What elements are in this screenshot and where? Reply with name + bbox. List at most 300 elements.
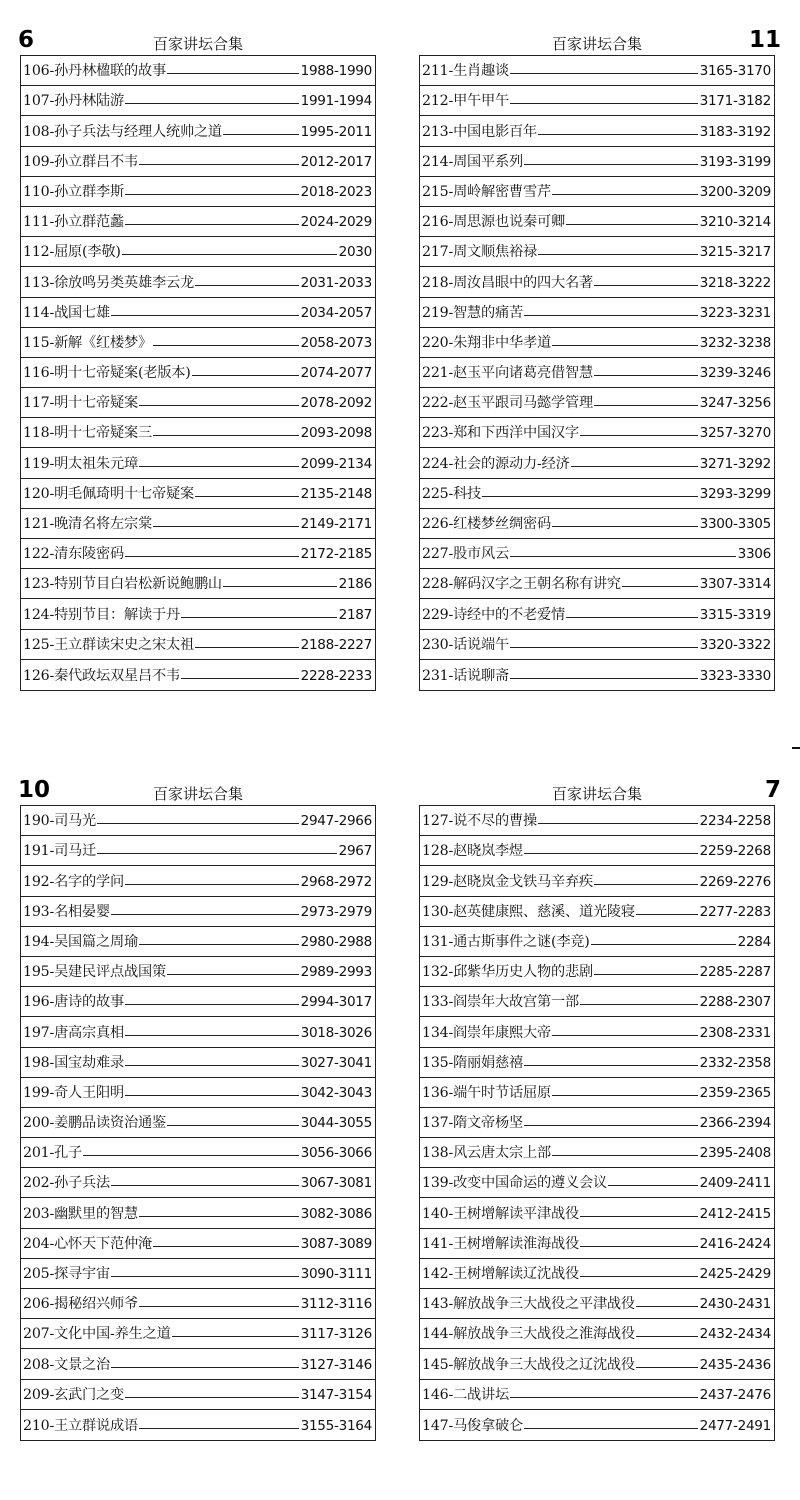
entry-range: 2186 [338, 576, 372, 593]
leader-line [125, 224, 299, 225]
entry-title: 216-周思源也说秦可卿 [422, 214, 565, 231]
entry-title: 219-智慧的痛苦 [422, 304, 524, 321]
entry-title: 109-孙立群吕不韦 [23, 153, 138, 170]
entry-range: 2359-2365 [699, 1084, 771, 1101]
leader-line [139, 405, 299, 406]
entry-title: 226-红楼梦丝绸密码 [422, 516, 551, 532]
entry-range: 3306 [737, 546, 771, 563]
entry-title: 124-特别节目：解读于丹 [23, 606, 180, 623]
leader-line [552, 526, 698, 527]
entry-range: 3027-3041 [300, 1054, 372, 1071]
leader-line [125, 556, 299, 557]
leader-line [192, 375, 299, 376]
entry-title: 230-话说端午 [422, 636, 510, 653]
index-entry [21, 418, 375, 448]
index-entry [420, 927, 774, 957]
entry-title: 116-明十七帝疑案(老版本) [23, 365, 191, 382]
entry-title: 121-晚清名将左宗棠 [23, 516, 152, 532]
index-entry [420, 1289, 774, 1319]
leader-line [195, 647, 299, 648]
leader-line [181, 678, 299, 679]
leader-line [580, 435, 698, 436]
index-entry [420, 358, 774, 388]
entry-title: 142-王树增解读辽沈战役 [422, 1266, 579, 1282]
leader-line [524, 1125, 698, 1126]
index-entry [21, 866, 375, 896]
entry-title: 211-生肖趣谈 [422, 63, 510, 80]
index-entry [420, 388, 774, 418]
index-entry [420, 987, 774, 1017]
index-entry [420, 207, 774, 237]
entry-range: 3210-3214 [699, 214, 771, 231]
entry-range: 2259-2268 [699, 843, 771, 860]
entry-title: 198-国宝劫难录 [23, 1054, 125, 1071]
entry-title: 134-阎崇年康熙大帝 [422, 1024, 551, 1041]
entry-range: 3042-3043 [300, 1084, 372, 1101]
leader-line [125, 1004, 299, 1005]
entry-title: 122-清东陵密码 [23, 546, 125, 563]
entry-range: 2284 [737, 933, 771, 950]
leader-line [580, 1216, 698, 1217]
entry-title: 194-吴国篇之周瑜 [23, 933, 138, 950]
entry-title: 190-司马光 [23, 813, 97, 830]
index-entry [21, 599, 375, 629]
entry-range: 2947-2966 [300, 813, 372, 830]
entry-range: 2409-2411 [699, 1175, 771, 1192]
index-entry [21, 116, 375, 146]
leader-line [181, 617, 337, 618]
index-entry [21, 358, 375, 388]
index-entry [21, 86, 375, 116]
entry-range: 3056-3066 [300, 1145, 372, 1162]
entry-range: 3112-3116 [300, 1296, 372, 1313]
index-entry [21, 56, 375, 86]
leader-line [538, 134, 698, 135]
index-entry [21, 630, 375, 660]
entry-range: 2135-2148 [300, 485, 372, 502]
leader-line [153, 526, 299, 527]
index-entry [21, 987, 375, 1017]
index-entry [21, 539, 375, 569]
leader-line [111, 1276, 299, 1277]
leader-line [125, 194, 299, 195]
index-entry [21, 298, 375, 328]
entry-range: 3193-3199 [699, 153, 771, 170]
entry-title: 125-王立群读宋史之宋太祖 [23, 636, 194, 653]
leader-line [167, 974, 299, 975]
index-entry [420, 630, 774, 660]
index-table [20, 55, 376, 691]
entry-title: 215-周岭解密曹雪芹 [422, 183, 551, 200]
entry-range: 2269-2276 [699, 873, 771, 890]
leader-line [139, 1216, 299, 1217]
leader-line [172, 1336, 299, 1337]
entry-title: 135-隋丽娟慈禧 [422, 1054, 524, 1071]
leader-line [524, 164, 698, 165]
entry-title: 106-孙丹林楹联的故事 [23, 63, 166, 80]
entry-title: 146-二战讲坛 [422, 1386, 510, 1403]
entry-title: 117-明十七帝疑案 [23, 395, 138, 412]
index-entry [420, 1168, 774, 1198]
entry-title: 200-姜鹏品读资治通鉴 [23, 1115, 166, 1132]
entry-range: 3147-3154 [300, 1386, 372, 1403]
entry-title: 208-文景之治 [23, 1356, 111, 1373]
entry-range: 3067-3081 [300, 1175, 372, 1192]
leader-line [510, 1397, 698, 1398]
entry-title: 204-心怀天下范仲淹 [23, 1235, 152, 1252]
index-entry [420, 147, 774, 177]
leader-line [580, 1246, 698, 1247]
entry-range: 2078-2092 [300, 395, 372, 412]
entry-range: 3117-3126 [300, 1326, 372, 1343]
entry-range: 3165-3170 [699, 63, 771, 80]
leader-line [139, 944, 299, 945]
entry-range: 2432-2434 [699, 1326, 771, 1343]
entry-range: 2412-2415 [699, 1205, 771, 1222]
leader-line [510, 647, 698, 648]
entry-range: 2034-2057 [300, 304, 372, 321]
entry-title: 115-新解《红楼梦》 [23, 334, 152, 351]
index-entry [21, 1380, 375, 1410]
index-entry [21, 328, 375, 358]
entry-range: 3200-3209 [699, 183, 771, 200]
leader-line [608, 1185, 698, 1186]
entry-range: 3293-3299 [699, 485, 771, 502]
page-header-title: 百家讲坛合集 [152, 785, 243, 803]
entry-title: 212-甲午甲午 [422, 93, 510, 110]
entry-range: 3044-3055 [300, 1115, 372, 1132]
entry-title: 119-明太祖朱元璋 [23, 455, 138, 472]
entry-title: 136-端午时节话屈原 [422, 1084, 551, 1101]
index-entry [420, 1078, 774, 1108]
entry-title: 192-名字的学问 [23, 873, 125, 890]
index-entry [420, 237, 774, 267]
index-entry [21, 1410, 375, 1440]
entry-title: 107-孙丹林陆游 [23, 93, 125, 110]
index-entry [420, 1319, 774, 1349]
entry-title: 225-科技 [422, 485, 482, 502]
page-number: 10 [18, 777, 51, 803]
index-entry [21, 267, 375, 297]
index-entry [420, 509, 774, 539]
entry-range: 2093-2098 [300, 425, 372, 442]
entry-range: 3155-3164 [300, 1417, 372, 1434]
entry-range: 2187 [338, 606, 372, 623]
entry-range: 2030 [338, 244, 372, 261]
entry-title: 210-王立群说成语 [23, 1417, 138, 1434]
entry-title: 113-徐放鸣另类英雄李云龙 [23, 274, 194, 291]
leader-line [636, 914, 698, 915]
leader-line [510, 678, 698, 679]
leader-line [636, 1306, 698, 1307]
entry-title: 110-孙立群李斯 [23, 183, 125, 200]
entry-range: 3215-3217 [699, 244, 771, 261]
index-entry [21, 1108, 375, 1138]
index-entry [420, 806, 774, 836]
entry-title: 120-明毛佩琦明十七帝疑案 [23, 485, 194, 502]
entry-range: 3323-3330 [699, 667, 771, 684]
entry-title: 214-周国平系列 [422, 153, 524, 170]
entry-title: 203-幽默里的智慧 [23, 1205, 138, 1222]
leader-line [510, 103, 698, 104]
index-entry [420, 298, 774, 328]
index-entry [420, 448, 774, 478]
entry-title: 139-改变中国命运的遵义会议 [422, 1175, 607, 1192]
entry-title: 112-屈原(李敬) [23, 244, 121, 261]
entry-title: 133-阎崇年大故宫第一部 [422, 994, 579, 1011]
entry-range: 2366-2394 [699, 1115, 771, 1132]
page-number: 11 [748, 27, 781, 53]
index-entry [420, 1048, 774, 1078]
index-entry [21, 1259, 375, 1289]
page-header-title: 百家讲坛合集 [551, 785, 642, 803]
entry-title: 138-风云唐太宗上部 [422, 1145, 551, 1162]
index-entry [420, 1017, 774, 1047]
leader-line [97, 853, 337, 854]
entry-range: 2058-2073 [300, 334, 372, 351]
entry-range: 3232-3238 [699, 334, 771, 351]
entry-range: 3218-3222 [699, 274, 771, 291]
page-number: 7 [764, 777, 781, 803]
entry-title: 193-名相晏婴 [23, 903, 111, 920]
entry-title: 227-股市风云 [422, 546, 510, 563]
index-table [20, 805, 376, 1441]
entry-range: 2172-2185 [300, 546, 372, 563]
leader-line [125, 1065, 299, 1066]
entry-range: 3239-3246 [699, 365, 771, 382]
entry-title: 195-吴建民评点战国策 [23, 964, 166, 981]
leader-line [125, 103, 299, 104]
index-entry [21, 479, 375, 509]
entry-title: 137-隋文帝杨坚 [422, 1115, 524, 1132]
crop-mark [792, 747, 800, 749]
leader-line [524, 1065, 698, 1066]
index-entry [420, 836, 774, 866]
entry-range: 2437-2476 [699, 1386, 771, 1403]
entry-range: 2099-2134 [300, 455, 372, 472]
index-entry [21, 509, 375, 539]
entry-range: 1988-1990 [300, 63, 372, 80]
entry-title: 207-文化中国-养生之道 [23, 1326, 171, 1343]
leader-line [552, 1155, 698, 1156]
entry-title: 199-奇人王阳明 [23, 1084, 125, 1101]
index-entry [420, 866, 774, 896]
entry-range: 3127-3146 [300, 1356, 372, 1373]
entry-range: 2435-2436 [699, 1356, 771, 1373]
leader-line [524, 315, 698, 316]
entry-range: 1991-1994 [300, 93, 372, 110]
entry-title: 129-赵晓岚金戈铁马辛弃疾 [422, 873, 593, 890]
entry-title: 140-王树增解读平津战役 [422, 1205, 579, 1222]
entry-range: 2967 [338, 843, 372, 860]
entry-title: 209-玄武门之变 [23, 1386, 125, 1403]
index-entry [420, 1229, 774, 1259]
entry-title: 143-解放战争三大战役之平津战役 [422, 1296, 635, 1313]
leader-line [538, 823, 698, 824]
leader-line [566, 617, 698, 618]
index-entry [21, 1048, 375, 1078]
leader-line [510, 73, 698, 74]
entry-range: 2395-2408 [699, 1145, 771, 1162]
index-entry [21, 1289, 375, 1319]
entry-title: 224-社会的源动力-经济 [422, 455, 570, 472]
entry-title: 147-马俊拿破仑 [422, 1417, 524, 1434]
entry-title: 201-孔子 [23, 1145, 83, 1162]
entry-title: 218-周汝昌眼中的四大名著 [422, 274, 593, 291]
index-table [419, 55, 775, 691]
entry-range: 2477-2491 [699, 1417, 771, 1434]
leader-line [125, 1397, 299, 1398]
entry-range: 2018-2023 [300, 183, 372, 200]
leader-line [167, 1125, 299, 1126]
entry-range: 3087-3089 [300, 1235, 372, 1252]
leader-line [111, 1185, 299, 1186]
leader-line [636, 1367, 698, 1368]
entry-range: 3271-3292 [699, 455, 771, 472]
entry-title: 223-郑和下西洋中国汉字 [422, 425, 579, 442]
index-entry [420, 660, 774, 690]
leader-line [571, 466, 698, 467]
entry-title: 118-明十七帝疑案三 [23, 425, 152, 442]
leader-line [566, 224, 698, 225]
entry-range: 3090-3111 [300, 1266, 372, 1282]
leader-line [552, 194, 698, 195]
index-entry [21, 1138, 375, 1168]
index-entry [420, 116, 774, 146]
leader-line [153, 1246, 299, 1247]
leader-line [139, 164, 299, 165]
leader-line [524, 1428, 698, 1429]
entry-range: 2074-2077 [300, 365, 372, 382]
entry-range: 2285-2287 [699, 964, 771, 981]
entry-range: 2024-2029 [300, 214, 372, 231]
leader-line [524, 853, 698, 854]
leader-line [552, 1035, 698, 1036]
index-entry [420, 1198, 774, 1228]
entry-range: 2980-2988 [300, 933, 372, 950]
leader-line [195, 496, 299, 497]
entry-title: 141-王树增解读淮海战役 [422, 1235, 579, 1252]
index-entry [420, 418, 774, 448]
index-entry [420, 957, 774, 987]
index-entry [420, 56, 774, 86]
entry-title: 123-特别节目白岩松新说鲍鹏山 [23, 576, 222, 593]
entry-title: 229-诗经中的不老爱情 [422, 606, 565, 623]
index-entry [420, 599, 774, 629]
entry-title: 128-赵晓岚李煜 [422, 843, 524, 860]
entry-title: 220-朱翔非中华孝道 [422, 334, 551, 351]
index-entry [21, 237, 375, 267]
entry-range: 2994-3017 [300, 994, 372, 1011]
page-header-title: 百家讲坛合集 [551, 35, 642, 53]
entry-range: 2425-2429 [699, 1266, 771, 1282]
index-entry [420, 1259, 774, 1289]
entry-title: 197-唐高宗真相 [23, 1024, 125, 1041]
leader-line [552, 1095, 698, 1096]
index-entry [21, 897, 375, 927]
leader-line [552, 345, 698, 346]
index-entry [420, 1108, 774, 1138]
entry-range: 2989-2993 [300, 964, 372, 981]
index-entry [21, 569, 375, 599]
leader-line [139, 466, 299, 467]
entry-title: 206-揭秘绍兴师爷 [23, 1296, 138, 1313]
entry-range: 2228-2233 [300, 667, 372, 684]
index-entry [21, 836, 375, 866]
leader-line [139, 1428, 299, 1429]
index-entry [420, 897, 774, 927]
entry-title: 108-孙子兵法与经理人统帅之道 [23, 123, 222, 140]
leader-line [636, 1336, 698, 1337]
leader-line [594, 405, 698, 406]
leader-line [122, 254, 337, 255]
entry-range: 2149-2171 [300, 516, 372, 532]
index-entry [21, 448, 375, 478]
index-entry [420, 328, 774, 358]
entry-range: 3315-3319 [699, 606, 771, 623]
page-header-title: 百家讲坛合集 [152, 35, 243, 53]
entry-title: 126-秦代政坛双星吕不韦 [23, 667, 180, 684]
entry-range: 2332-2358 [699, 1054, 771, 1071]
entry-range: 2277-2283 [699, 903, 771, 920]
entry-range: 3300-3305 [699, 516, 771, 532]
entry-title: 196-唐诗的故事 [23, 994, 125, 1011]
entry-title: 145-解放战争三大战役之辽沈战役 [422, 1356, 635, 1373]
leader-line [125, 884, 299, 885]
leader-line [153, 345, 299, 346]
index-entry [420, 86, 774, 116]
entry-range: 3018-3026 [300, 1024, 372, 1041]
leader-line [594, 375, 698, 376]
page-number: 6 [18, 27, 35, 53]
entry-title: 222-赵玉平跟司马懿学管理 [422, 395, 593, 412]
index-entry [420, 267, 774, 297]
entry-range: 2416-2424 [699, 1235, 771, 1252]
entry-range: 3223-3231 [699, 304, 771, 321]
index-entry [420, 569, 774, 599]
index-entry [21, 147, 375, 177]
entry-title: 202-孙子兵法 [23, 1175, 111, 1192]
entry-title: 131-通古斯事件之谜(李竞) [422, 933, 590, 950]
leader-line [111, 914, 299, 915]
entry-range: 2968-2972 [300, 873, 372, 890]
entry-range: 2234-2258 [699, 813, 771, 830]
entry-range: 2288-2307 [699, 994, 771, 1011]
index-entry [420, 177, 774, 207]
entry-range: 1995-2011 [300, 123, 372, 140]
leader-line [167, 73, 299, 74]
entry-title: 213-中国电影百年 [422, 123, 537, 140]
leader-line [482, 496, 698, 497]
entry-range: 2012-2017 [300, 153, 372, 170]
index-entry [420, 1380, 774, 1410]
leader-line [580, 1276, 698, 1277]
leader-line [195, 285, 299, 286]
entry-title: 231-话说聊斋 [422, 667, 510, 684]
entry-title: 205-探寻宇宙 [23, 1266, 111, 1282]
leader-line [223, 134, 299, 135]
entry-range: 2973-2979 [300, 903, 372, 920]
index-entry [21, 207, 375, 237]
entry-title: 221-赵玉平向诸葛亮借智慧 [422, 365, 593, 382]
entry-title: 228-解码汉字之王朝名称有讲究 [422, 576, 621, 593]
leader-line [223, 586, 337, 587]
entry-title: 217-周文顺焦裕禄 [422, 244, 537, 261]
leader-line [83, 1155, 299, 1156]
index-entry [420, 1138, 774, 1168]
entry-range: 3183-3192 [699, 123, 771, 140]
index-entry [21, 957, 375, 987]
